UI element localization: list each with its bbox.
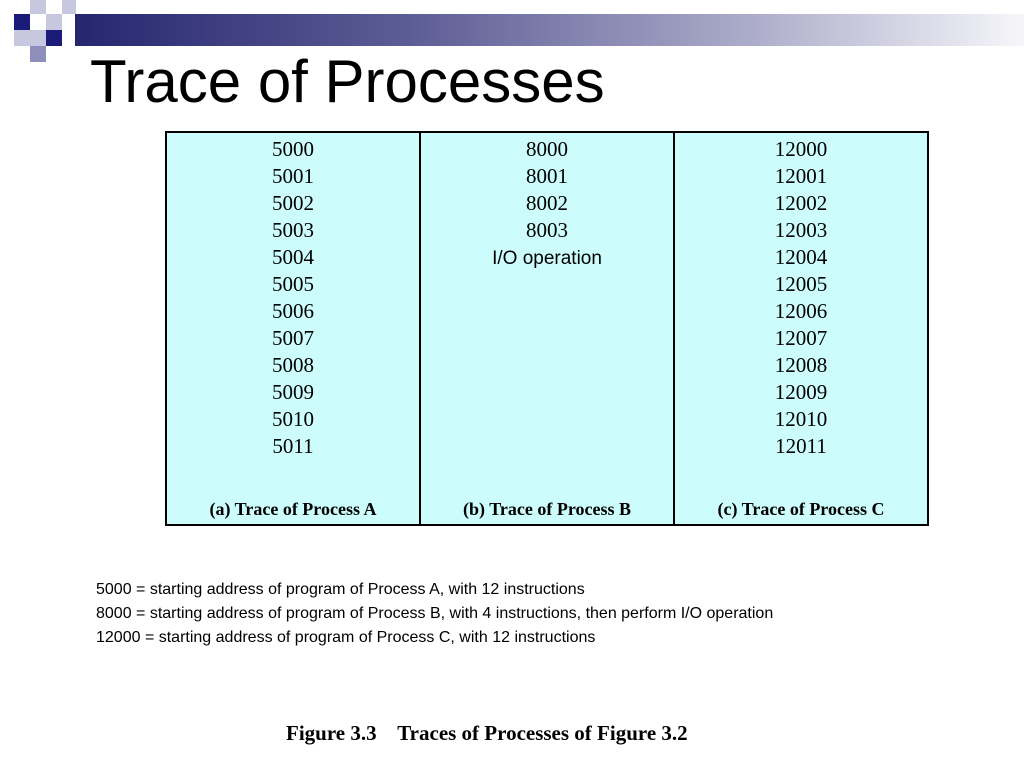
address-item: 5007 (272, 326, 314, 350)
address-item: 12010 (774, 407, 828, 431)
trace-column-c (673, 133, 927, 524)
address-item: 8002 (526, 191, 568, 215)
address-item: 12011 (775, 434, 827, 458)
address-item: 5004 (272, 245, 314, 269)
address-item: 12008 (774, 353, 828, 377)
decor-square-icon (30, 0, 46, 14)
address-item: 5011 (272, 434, 314, 458)
decor-square-icon (46, 14, 62, 30)
decor-square-icon (46, 30, 62, 46)
address-item: 12001 (774, 164, 828, 188)
decor-square-icon (30, 30, 46, 46)
decor-square-icon (14, 30, 30, 46)
address-item: 12002 (774, 191, 828, 215)
column-caption: (a) Trace of Process A (209, 499, 377, 519)
address-item: 5000 (272, 137, 314, 161)
decor-square-icon (62, 0, 76, 14)
trace-column-a (167, 133, 419, 524)
address-item: 5005 (272, 272, 314, 296)
column-caption: (b) Trace of Process B (463, 499, 631, 519)
address-item: 5008 (272, 353, 314, 377)
trace-table (165, 131, 929, 526)
note-line: 5000 = starting address of program of Process A, with 12 instructions (96, 581, 585, 598)
address-item: 8001 (526, 164, 568, 188)
address-item: 12003 (774, 218, 828, 242)
address-item: 12007 (774, 326, 828, 350)
address-item: 12000 (774, 137, 828, 161)
address-item: 12004 (774, 245, 828, 269)
decor-square-icon (30, 46, 46, 62)
address-item: 12005 (774, 272, 828, 296)
address-item: 5001 (272, 164, 314, 188)
address-item: 5010 (272, 407, 314, 431)
figure-caption: Figure 3.3 Traces of Processes of Figure 3.2 (286, 721, 688, 745)
column-caption: (c) Trace of Process C (717, 499, 885, 519)
address-item: 8000 (526, 137, 568, 161)
io-operation-note: I/O operation (492, 248, 602, 269)
address-item: 5002 (272, 191, 314, 215)
note-line: 12000 = starting address of program of Process C, with 12 instructions (96, 629, 596, 646)
trace-column-b (419, 133, 673, 524)
address-item: 5006 (272, 299, 314, 323)
title-gradient-bar (75, 14, 1024, 46)
address-item: 8003 (526, 218, 568, 242)
address-item: 5009 (272, 380, 314, 404)
address-item: 12009 (774, 380, 828, 404)
slide-title: Trace of Processes (90, 48, 605, 115)
address-item: 5003 (272, 218, 314, 242)
note-line: 8000 = starting address of program of Process B, with 4 instructions, then perform I/O operation (96, 605, 774, 622)
explanation-notes (96, 578, 773, 650)
address-item: 12006 (774, 299, 828, 323)
address-list (421, 136, 673, 244)
address-list (167, 136, 419, 460)
decor-square-icon (14, 14, 30, 30)
address-list (675, 136, 927, 460)
